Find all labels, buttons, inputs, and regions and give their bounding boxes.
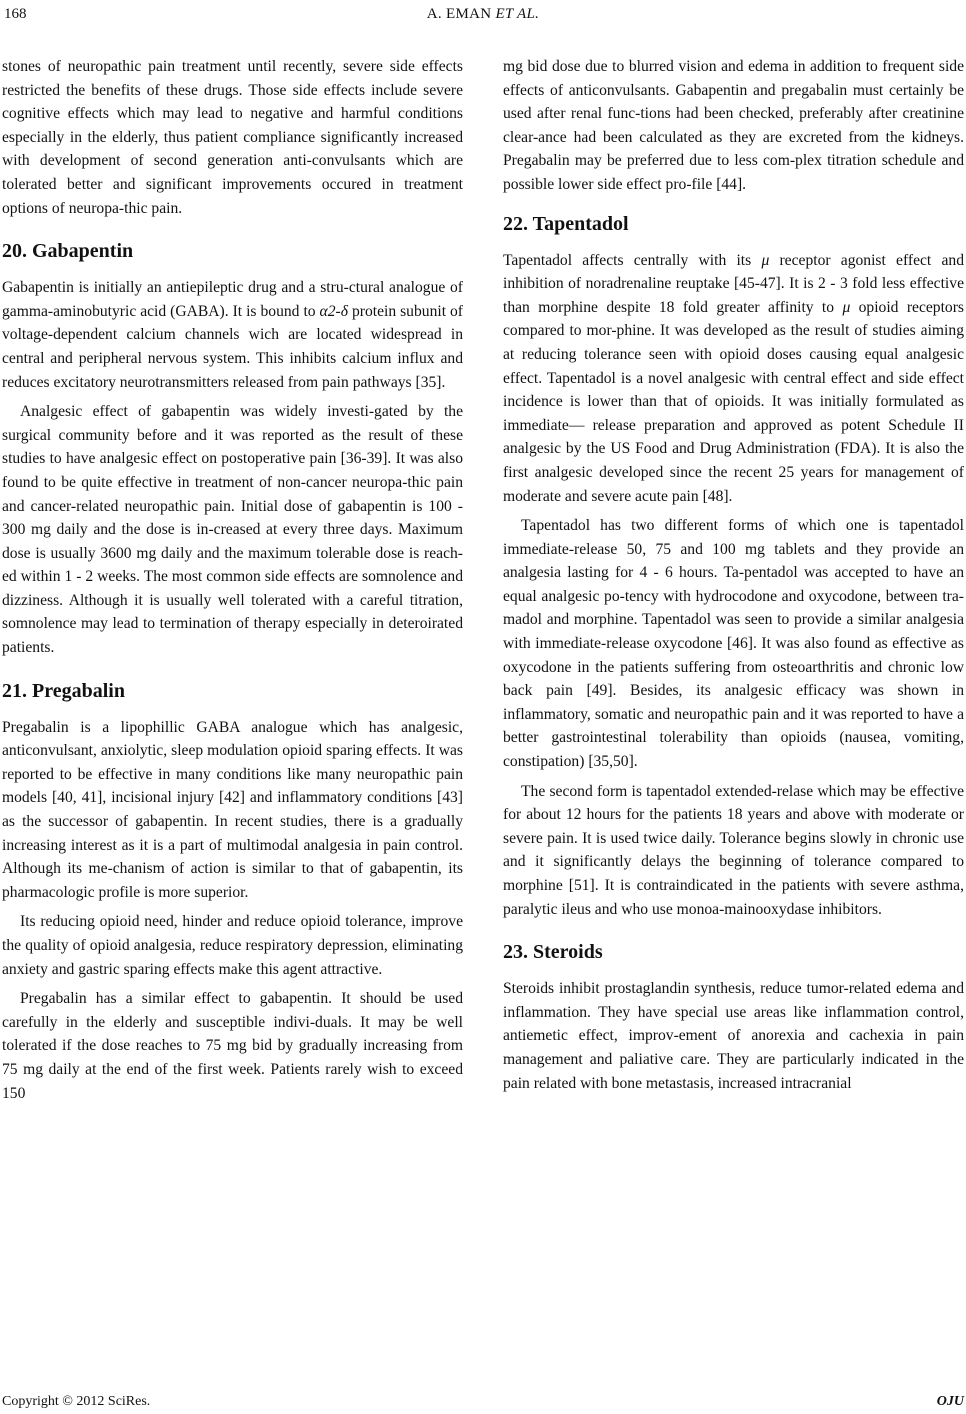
tapentadol-paragraph-2: Tapentadol has two different forms of which one is tapentadol immediate-release 50, 75 and 100 mg tablets and they provide an analgesia lasting for 4 - 6 hours. Ta-pentadol was accepted to have an equal analgesic po-tency with hydrocodone and oxycodone, between tra-madol and morphine. Tapentadol was seen to provide a similar analgesia with immediate-release oxycodone [46]. It was also found as effective as oxycodone in the patients suffering from osteoarthritis and chronic low back pain [49]. Besides, its analgesic efficacy was shown in inflammatory, somatic and neuropathic pain and it was reported to have a better gastrointestinal tolerability than opioids (nausea, vomiting, constipation) [35,50]. — [503, 517, 964, 771]
page-number: 168 — [4, 6, 27, 22]
pregabalin-paragraph-1: Pregabalin is a lipophillic GABA analogue which has analgesic, anticonvulsant, anxiolytic, sleep modulation opioid sparing effects. It was reported to be effective in many conditions like many neuropathic pain models [40, 41], incisional injury [42] and inflammatory conditions [43] as the successor of gabapentin. In recent studies, there is a gradually increasing interest as it is a part of multimodal analgesia in pain control. Although its me-chanism of action is similar to that of gabapentin, its pharmacologic profile is more superior. — [2, 718, 463, 901]
steroids-paragraph-1: Steroids inhibit prostaglandin synthesis, reduce tumor-related edema and inflammation. They have special use areas like inflammation control, antiemetic effect, improv-ement of anorexia and cachexia in pain management and paliative care. They are particularly indicated in the pain related with bone metastasis, increased intracranial — [503, 980, 964, 1092]
section-heading-steroids: 23. Steroids — [503, 941, 603, 964]
tapentadol-paragraph-3: The second form is tapentadol extended-relase which may be effective for about 12 hours for the patients 18 years and above with moderate or severe pain. It is used twice daily. Tolerance begins slowly in chronic use and it significantly delays the beginning of tolerance compared to morphine [51]. It is contraindicated in the patients with severe asthma, paralytic ileus and who use monoa-mainooxydase inhibitors. — [503, 782, 964, 918]
journal-abbreviation: OJU — [936, 1394, 964, 1409]
left-column — [2, 55, 463, 1105]
tapentadol-paragraph-1: Tapentadol affects centrally with its μ receptor agonist effect and inhibition of noradrenaline reuptake [45-47]. It is 2 - 3 fold less effective than morphine despite 18 fold greater affinity to μ opioid receptors compared to mor-phine. It was developed as the result of studies aiming at reducing tolerance seen with opioid doses causing equal analgesic effect. Tapentadol is a novel analgesic with central effect and side effect incidence is lower than that of opioids. It was initially formulated as immediate— release preparation and approved as potent Schedule II analgesic by the US Food and Drug Administration (FDA). It is also the first analgesic developed since the recent 25 years for management of moderate and severe acute pain [48]. — [503, 251, 964, 505]
copyright-notice: Copyright © 2012 SciRes. — [2, 1394, 151, 1409]
mu-symbol: μ — [761, 251, 770, 269]
right-column — [503, 55, 964, 1095]
section-heading-gabapentin: 20. Gabapentin — [2, 240, 134, 263]
alpha-delta-symbol: α2-δ — [319, 302, 348, 320]
section-heading-pregabalin: 21. Pregabalin — [2, 679, 125, 702]
running-head-author: A. EMAN — [426, 6, 492, 22]
gabapentin-paragraph-1: Gabapentin is initially an antiepileptic drug and a stru-ctural analogue of gamma-aminobutyric acid (GABA). It is bound to α2-δ protein subunit of voltage-dependent calcium channels wich are located widespread in central and peripheral nervous system. This inhibits calcium influx and reduces excitatory neurotransmitters released from pain pathways [35]. — [2, 279, 463, 391]
running-head — [4, 6, 962, 23]
pregabalin-paragraph-3: Pregabalin has a similar effect to gabapentin. It should be used carefully in the elderly and susceptible indivi-duals. It may be well tolerated if the dose reaches to 75 mg bid by gradually increasing from 75 mg daily at the end of the first week. Patients rarely wish to exceed 150 — [2, 990, 463, 1102]
continued-paragraph: mg bid dose due to blurred vision and edema in addition to frequent side effects of anticonvulsants. Gabapentin and pregabalin must certainly be used after renal func-tions had been checked, preferably after creatinine clear-ance had been calculated as they are excreted from the kidneys. Pregabalin may be preferred due to less com-plex titration schedule and possible lower side effect pro-file [44]. — [503, 58, 964, 193]
page-header — [4, 6, 962, 28]
mu-symbol: μ — [842, 298, 851, 316]
running-head-et-al: ET AL. — [495, 6, 540, 22]
intro-paragraph: stones of neuropathic pain treatment until recently, severe side effects restricted the benefits of these drugs. Those side effects include severe cognitive effects which may lead to negative and harmful conditions especially in the elderly, thus patient compliance significantly increased with development of second generation anti-convulsants which are tolerated better and significant improvements occured in treatment options of neuropa-thic pain. — [2, 58, 463, 217]
pregabalin-paragraph-2: Its reducing opioid need, hinder and reduce opioid tolerance, improve the quality of opioid analgesia, reduce respiratory depression, eliminating anxiety and gastric sparing effects make this agent attractive. — [2, 913, 463, 978]
section-heading-tapentadol: 22. Tapentadol — [503, 212, 629, 235]
gabapentin-paragraph-2: Analgesic effect of gabapentin was widely investi-gated by the surgical community before and it was reported as the result of these studies to have analgesic effect on postoperative pain [36-39]. It was also found to be quite effective in treatment of non-cancer neuropa-thic pain and cancer-related neuropathic pain. Initial dose of gabapentin is 100 - 300 mg daily and the dose is in-creased at every three days. Maximum dose is usually 3600 mg daily and the maximum tolerable dose is reach-ed within 1 - 2 weeks. The most common side effects are somnolence and dizziness. Although it is usually well tolerated with a careful titration, somnolence may lead to termination of therapy especially in deteroirated patients. — [2, 403, 463, 657]
